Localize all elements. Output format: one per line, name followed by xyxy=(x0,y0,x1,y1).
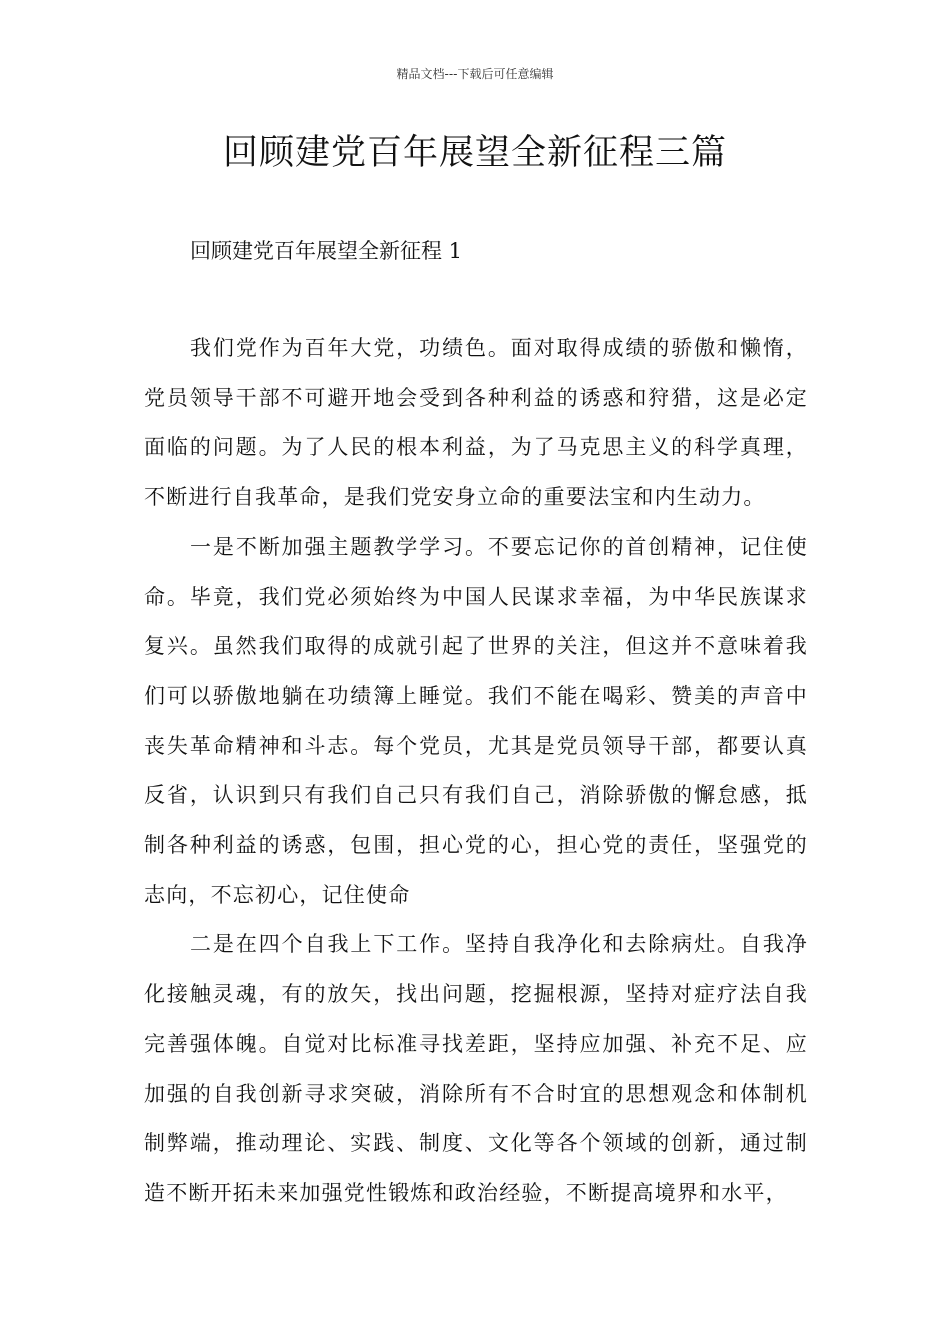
document-title: 回顾建党百年展望全新征程三篇 xyxy=(222,133,727,173)
page-header-note: 精品文档---下载后可任意编辑 xyxy=(396,67,554,81)
section-title: 回顾建党百年展望全新征程 1 xyxy=(190,239,463,263)
paragraph: 二是在四个自我上下工作。坚持自我净化和去除病灶。自我净化接触灵魂，有的放矢，找出问题，挖掘根源，坚持对症疗法自我完善强体魄。自觉对比标准寻找差距，坚持应加强、补充不足、应加强的自我创新寻求突破，消除所有不合时宜的思想观念和体制机制弊端，推动理论、实践、制度、文化等各个领域的创新，通过制造不断开拓未来加强党性锻炼和政治经验，不断提高境界和水平， xyxy=(144,932,808,1205)
paragraph: 我们党作为百年大党，功绩色。面对取得成绩的骄傲和懒惰，党员领导干部不可避开地会受到各种利益的诱惑和狩猎，这是必定面临的问题。为了人民的根本利益，为了马克思主义的科学真理，不断进行自我革命，是我们党安身立命的重要法宝和内生动力。 xyxy=(144,336,808,510)
paragraph: 一是不断加强主题教学学习。不要忘记你的首创精神，记住使命。毕竟，我们党必须始终为中国人民谋求幸福，为中华民族谋求复兴。虽然我们取得的成就引起了世界的关注，但这并不意味着我们可以骄傲地躺在功绩簿上睡觉。我们不能在喝彩、赞美的声音中丧失革命精神和斗志。每个党员，尤其是党员领导干部，都要认真反省，认识到只有我们自己只有我们自己，消除骄傲的懈怠感，抵制各种利益的诱惑，包围，担心党的心，担心党的责任，坚强党的志向，不忘初心，记住使命 xyxy=(144,534,808,907)
document-body xyxy=(144,324,808,1219)
